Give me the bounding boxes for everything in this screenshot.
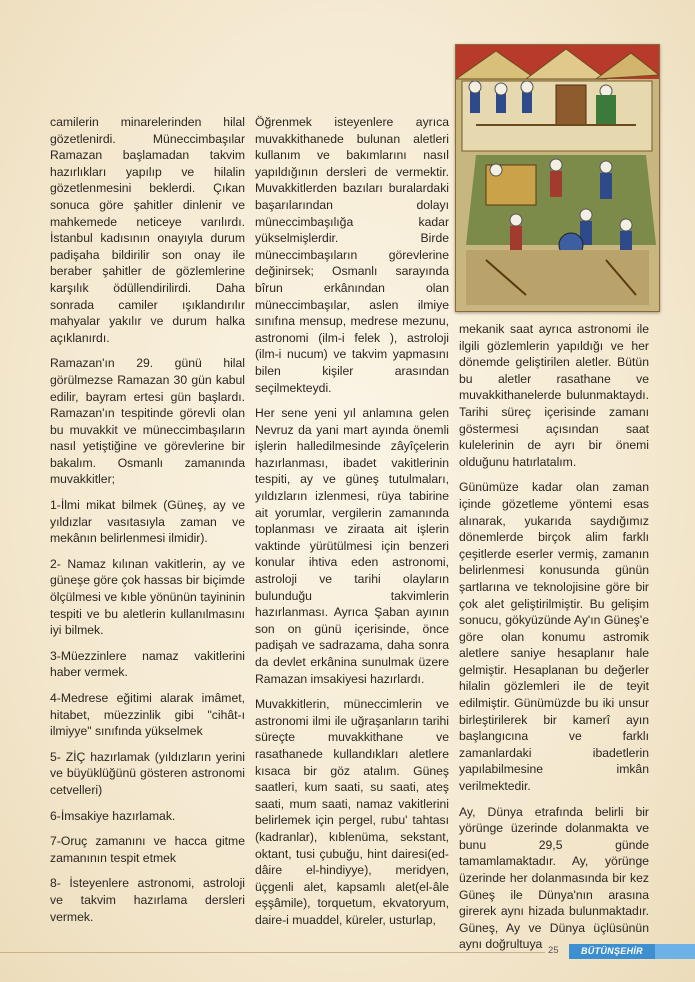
text-column-right (459, 321, 649, 962)
page-number: 25 (548, 945, 559, 956)
list-item: 2- Namaz kılınan vakitlerin, ay ve güneşe göre çok hassas bir biçimde ölçülmesi ve kıble yönünün tayininin tespiti ve bu aletlerin kullanılmasını iyi bilmek. (50, 556, 245, 638)
paragraph: camilerin minarelerinden hilal gözetlenirdi. Müneccimbaşılar Ramazan başlamadan takvim hazırlıkları yapılıp ve hilalin gözetlenmesini beklerdi. Çıkan sonuca göre şahitler dinlenir ve mahkemede neticeye varılırdı. İstanbul kadısının onayıyla durum padişaha bildirilir son onay ile beraber şahitler de gözlemlerine karşılık ödüllendirilirdi. Daha sonrada camiler ışıklandırılır mahyalar yakılır ve durum halka açıklanırdı. (50, 115, 245, 345)
footer-rule (0, 952, 545, 953)
brand-logo: BÜTÜNŞEHİR (569, 944, 655, 959)
text-column-middle (255, 114, 449, 938)
brand-bar (655, 944, 695, 959)
text-column-left (50, 114, 245, 934)
paragraph: Öğrenmek isteyenlere ayrıca muvakkithanede bulunan aletleri kullanım ve bakımlarını nasıl yapıldığının dersleri de vermektir. Muvakkitlerden bazıları buralardaki başarılarından dolayı müneccimbaşılığa kadar yükselmişlerdir. Birde müneccimbaşıların görevlerine değinirsek; Osmanlı sarayında bîrun erkânından olan müneccimbaşılar, aslen ilmiye sınıfına mensup, medrese mezunu, astronomi (ilm-i felek ), astroloji (ilm-i nucum) ve takvim yapmasını bilen kişiler arasından seçilmekteydi. (255, 115, 449, 395)
paragraph: Muvakkitlerin, müneccimlerin ve astronomi ilmi ile uğraşanların tarihi süreçte muvakkithane ve rasathanede kullandıkları aletlere kısaca bir göz atalım. Güneş saatleri, kum saati, su saati, ateş saati, mum saati, namaz vakitlerini belirlemek için pergel, rubu' tahtası (kadranlar), kıblenüma, sekstant, oktant, tusi çubuğu, hint dairesi(ed-dâire el-hindiyye), meridyen, üçgenli alet, kapsamlı alet(el-âle eşşâmile), torquetum, ekvatoryum, daire-i muaddel, küreler, usturlap, (255, 697, 449, 927)
list-item: 6-İmsakiye hazırlamak. (50, 808, 176, 823)
list-item: 8- İsteyenlere astronomi, astroloji ve takvim hazırlama dersleri vermek. (50, 876, 245, 924)
paragraph: Günümüze kadar olan zaman içinde gözetleme yöntemi esas alınarak, yukarıda saydığımız dönemlerde birçok alim farklı çeşitlerde eserler vermiş, zamanın belirlenmesi konusunda günün şartlarına ve teknolojisine göre bir çok alet geliştirilmiştir. Bu gelişim sonucu, gökyüzünde Ay'ın Güneş'e göre olan konumu astromik aletlere saniye hesaplanır hale gelmiştir. Hesaplanan bu değerler hilalin gözlemleri ile de teyit edilmiştir. Günümüzde bu iki unsur birleştirilerek bir kamerî ayın başlangıcına ve farklı zamanlardaki ibadetlerin yapılabilmesine imkân verilmektedir. (459, 480, 649, 794)
paragraph: mekanik saat ayrıca astronomi ile ilgili gözlemlerin yapıldığı ve her dönemde geliştirilen aletler. Bütün bu aletler rasathane ve muvakkithanelerde bulunmaktaydı. Tarihi süreç içerisinde zamanı göstermesi açısından saat kulelerinin de ayrı bir önemi olduğunu hatırlatalım. (459, 322, 649, 469)
paragraph: Ramazan'ın 29. günü hilal görülmezse Ramazan 30 gün kabul edilir, bayram ertesi gün başlardı. Ramazan'ın tespitinde görevli olan bu muvakkit ve müneccimbaşıların nasıl yetiştiğine ve görevlerine bir bakalım. Osmanlı zamanında muvakkitler; (50, 356, 245, 487)
paragraph: Ay, Dünya etrafında belirli bir yörünge üzerinde dolanmakta ve bunu 29,5 günde tamamlamaktadır. Ay, yörünge üzerinde her dolanmasında bir kez Güneş ile Dünya'nın arasına girerek aynı hizada bulunmaktadır. Güneş, Ay ve Dünya üçlüsünün aynı doğrultuya (459, 804, 649, 952)
list-item: 1-İlmi mikat bilmek (Güneş, ay ve yıldızlar vasıtasıyla zaman ve mekânın belirlenmesi ilmidir). (50, 498, 245, 546)
ottoman-observatory-miniature-image (455, 44, 660, 312)
list-item: 3-Müezzinlere namaz vakitlerini haber vermek. (50, 648, 245, 680)
list-item: 5- ZİÇ hazırlamak (yıldızların yerini ve büyüklüğünü gösteren astronomi cetvelleri) (50, 749, 245, 797)
list-item: 4-Medrese eğitimi alarak imâmet, hitabet, müezzinlik gibi "cihât-ı ilmiyye" sınıfında yükselmek (50, 691, 245, 739)
paragraph: Her sene yeni yıl anlamına gelen Nevruz da yani mart ayında önemli işlerin halledilmesinde zâyîçelerin hazırlanması, ibadet vakitlerinin tespiti, ay ve güneş tutulmaları, yıldızların izlenmesi, rüya tabirine ait yorumlar, vergilerin zamanında toplanması ve ziraata ait işlerin vaktinde yürütülmesi için benzeri konular ihtiva eden astronomi, astroloji ve tarihi olayların bulunduğu takvimlerin hazırlanması. Ayrıca Şaban ayının son on günü içerisinde, önce padişah ve sadrazama, daha sonra da devlet erkânina sunulmak üzere Ramazan imsakiyesi hazırlardı. (255, 406, 449, 686)
list-item: 7-Oruç zamanını ve hacca gitme zamanının tespit etmek (50, 834, 245, 865)
